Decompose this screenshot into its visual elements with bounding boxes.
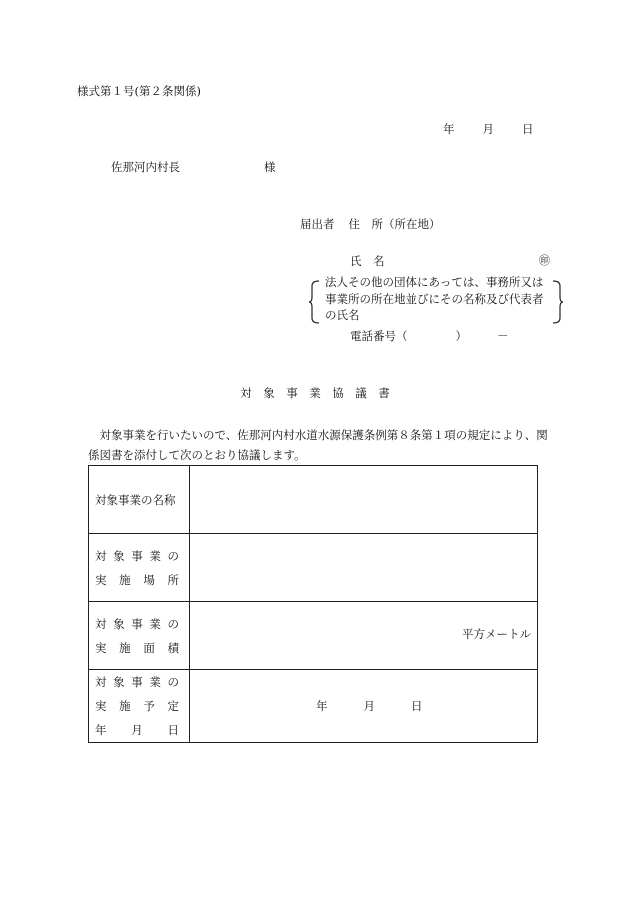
scheduled-date-value: 年 月 日 bbox=[316, 699, 423, 713]
submission-date bbox=[443, 124, 534, 136]
seal-mark: ㊞ bbox=[539, 254, 550, 267]
row-label-scheduled-date: 対 象 事 業 の 実 施 予 定 年 月 日 bbox=[89, 670, 190, 743]
date-day-label: 日 bbox=[522, 122, 534, 136]
location-field[interactable] bbox=[190, 534, 538, 602]
notifier-address-row bbox=[300, 219, 441, 231]
row-label-area: 対 象 事 業 の 実 施 面 積 bbox=[89, 602, 190, 670]
project-name-field[interactable] bbox=[190, 466, 538, 534]
date-year-label: 年 bbox=[443, 122, 455, 136]
row-label-project-name: 対象事業の名称 bbox=[89, 466, 190, 534]
right-bracket-icon bbox=[552, 280, 563, 324]
phone-dash: － bbox=[497, 329, 509, 343]
honorific: 様 bbox=[264, 160, 276, 174]
recipient-name: 佐那河内村長 bbox=[111, 160, 180, 174]
date-month-label: 月 bbox=[482, 122, 494, 136]
table-row bbox=[89, 534, 538, 602]
row-label-location: 対 象 事 業 の 実 施 場 所 bbox=[89, 534, 190, 602]
notifier-name-row bbox=[350, 256, 550, 268]
table-row bbox=[89, 466, 538, 534]
area-field[interactable] bbox=[190, 602, 538, 670]
intro-paragraph bbox=[88, 425, 548, 465]
area-unit: 平方メートル bbox=[462, 627, 531, 641]
phone-row bbox=[350, 331, 509, 343]
table-row bbox=[89, 602, 538, 670]
left-bracket-icon bbox=[309, 280, 320, 324]
phone-label: 電話番号（ bbox=[350, 329, 408, 343]
document-title: 対 象 事 業 協 議 書 bbox=[240, 386, 390, 400]
intro-text: 対象事業を行いたいので、佐那河内村水道水源保護条例第８条第１項の規定により、関係図書を添付して次のとおり協議します。 bbox=[88, 428, 548, 462]
form-number: 様式第１号(第２条関係) bbox=[77, 84, 201, 98]
corporate-note: 法人その他の団体にあっては、事務所又は事業所の所在地並びにその名称及び代表者の氏名 bbox=[325, 275, 544, 322]
phone-close-paren: ） bbox=[455, 329, 467, 343]
addressee bbox=[111, 162, 276, 174]
address-label: 住 所（所在地） bbox=[348, 217, 441, 231]
table-row bbox=[89, 670, 538, 743]
name-label: 氏 名 bbox=[350, 254, 385, 268]
consultation-table bbox=[88, 465, 538, 743]
notifier-label: 届出者 bbox=[300, 217, 335, 231]
scheduled-date-field[interactable] bbox=[190, 670, 538, 743]
